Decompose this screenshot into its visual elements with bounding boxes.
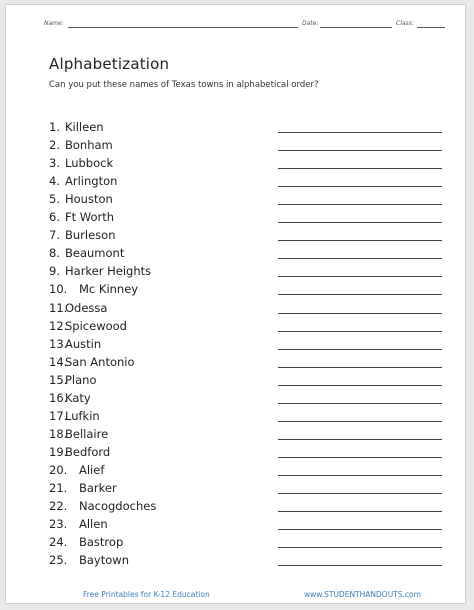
town-name: San Antonio: [65, 354, 135, 369]
list-item: [49, 427, 108, 441]
answer-line[interactable]: [278, 313, 442, 314]
town-name: Bastrop: [79, 535, 124, 550]
answer-line[interactable]: [278, 511, 442, 512]
footer-right: www.STUDENTHANDOUTS.com: [304, 590, 421, 599]
town-name: Allen: [79, 517, 108, 532]
date-label: Date:: [302, 20, 319, 27]
item-number: 20.: [49, 462, 68, 477]
town-name: Katy: [65, 390, 91, 405]
list-item: [49, 264, 151, 278]
worksheet-title: Alphabetization: [49, 55, 170, 73]
item-number: 18.: [49, 426, 68, 441]
answer-line[interactable]: [278, 294, 442, 295]
name-label: Name:: [44, 20, 64, 27]
item-number: 12.: [49, 318, 68, 333]
class-line: [417, 27, 445, 28]
town-name: Arlington: [65, 174, 118, 189]
town-name: Lufkin: [65, 408, 100, 423]
item-number: 5.: [49, 192, 60, 207]
answer-line[interactable]: [278, 475, 442, 476]
list-item: [49, 535, 123, 549]
town-name: Plano: [65, 372, 97, 387]
town-name: Baytown: [79, 553, 129, 568]
list-item: [49, 174, 117, 188]
list-item: [49, 337, 101, 351]
item-number: 3.: [49, 156, 60, 171]
item-number: 15.: [49, 372, 68, 387]
answer-line[interactable]: [278, 457, 442, 458]
list-item: [49, 463, 104, 477]
footer-left: Free Printables for K-12 Education: [83, 590, 210, 599]
answer-line[interactable]: [278, 168, 442, 169]
town-name: Odessa: [65, 300, 108, 315]
town-name: Harker Heights: [65, 264, 152, 279]
item-number: 14.: [49, 354, 68, 369]
town-name: Lubbock: [65, 156, 114, 171]
item-number: 1.: [49, 120, 60, 134]
item-number: 16.: [49, 390, 68, 405]
list-item: [49, 517, 108, 531]
list-item: [49, 228, 116, 242]
town-name: Houston: [65, 192, 113, 207]
date-line: [320, 27, 392, 28]
item-number: 2.: [49, 138, 60, 153]
item-number: 23.: [49, 517, 68, 532]
answer-line[interactable]: [278, 529, 442, 530]
list-item: [49, 192, 113, 206]
item-number: 9.: [49, 264, 60, 279]
item-number: 24.: [49, 535, 68, 550]
answer-line[interactable]: [278, 331, 442, 332]
answer-line[interactable]: [278, 421, 442, 422]
town-name: Austin: [65, 336, 102, 351]
answer-line[interactable]: [278, 276, 442, 277]
town-name: Bellaire: [65, 426, 109, 441]
answer-line[interactable]: [278, 186, 442, 187]
class-label: Class:: [396, 20, 414, 27]
town-name: Bedford: [65, 444, 111, 459]
item-number: 10.: [49, 282, 68, 297]
item-number: 13.: [49, 336, 68, 351]
town-name: Barker: [79, 481, 117, 495]
item-number: 25.: [49, 553, 68, 568]
answer-line[interactable]: [278, 493, 442, 494]
town-name: Burleson: [65, 228, 116, 243]
answer-line[interactable]: [278, 349, 442, 350]
answer-line[interactable]: [278, 547, 442, 548]
answer-line[interactable]: [278, 367, 442, 368]
answer-line[interactable]: [278, 222, 442, 223]
item-number: 21.: [49, 481, 68, 495]
answer-line[interactable]: [278, 240, 442, 241]
town-name: Nacogdoches: [79, 499, 157, 514]
list-item: [49, 282, 138, 296]
list-item: [49, 391, 91, 405]
item-number: 17.: [49, 408, 68, 423]
list-item: [49, 355, 135, 369]
town-name: Mc Kinney: [79, 282, 139, 297]
answer-line[interactable]: [278, 439, 442, 440]
worksheet-page: [5, 4, 466, 604]
list-item: [49, 138, 113, 152]
item-number: 6.: [49, 210, 60, 225]
answer-line[interactable]: [278, 132, 442, 133]
list-item: [49, 120, 104, 134]
list-item: [49, 499, 156, 513]
list-item: [49, 156, 113, 170]
worksheet-instructions: Can you put these names of Texas towns in alphabetical order?: [49, 80, 319, 90]
answer-line[interactable]: [278, 565, 442, 566]
answer-line[interactable]: [278, 204, 442, 205]
town-name: Killeen: [65, 120, 104, 134]
item-number: 22.: [49, 499, 68, 514]
town-name: Ft Worth: [65, 210, 115, 225]
list-item: [49, 301, 107, 315]
town-name: Bonham: [65, 138, 113, 153]
answer-line[interactable]: [278, 385, 442, 386]
item-number: 7.: [49, 228, 60, 243]
list-item: [49, 553, 129, 567]
answer-line[interactable]: [278, 150, 442, 151]
answer-line[interactable]: [278, 403, 442, 404]
item-number: 11.: [49, 300, 68, 315]
item-number: 8.: [49, 246, 60, 261]
list-item: [49, 319, 127, 333]
town-name: Alief: [79, 462, 105, 477]
answer-line[interactable]: [278, 258, 442, 259]
list-item: [49, 210, 114, 224]
town-name: Spicewood: [65, 318, 127, 333]
list-item: [49, 481, 117, 495]
list-item: [49, 445, 110, 459]
town-name: Beaumont: [65, 246, 125, 261]
item-number: 19.: [49, 444, 68, 459]
list-item: [49, 246, 124, 260]
item-number: 4.: [49, 174, 60, 189]
list-item: [49, 409, 100, 423]
name-line: [68, 27, 298, 28]
list-item: [49, 373, 97, 387]
